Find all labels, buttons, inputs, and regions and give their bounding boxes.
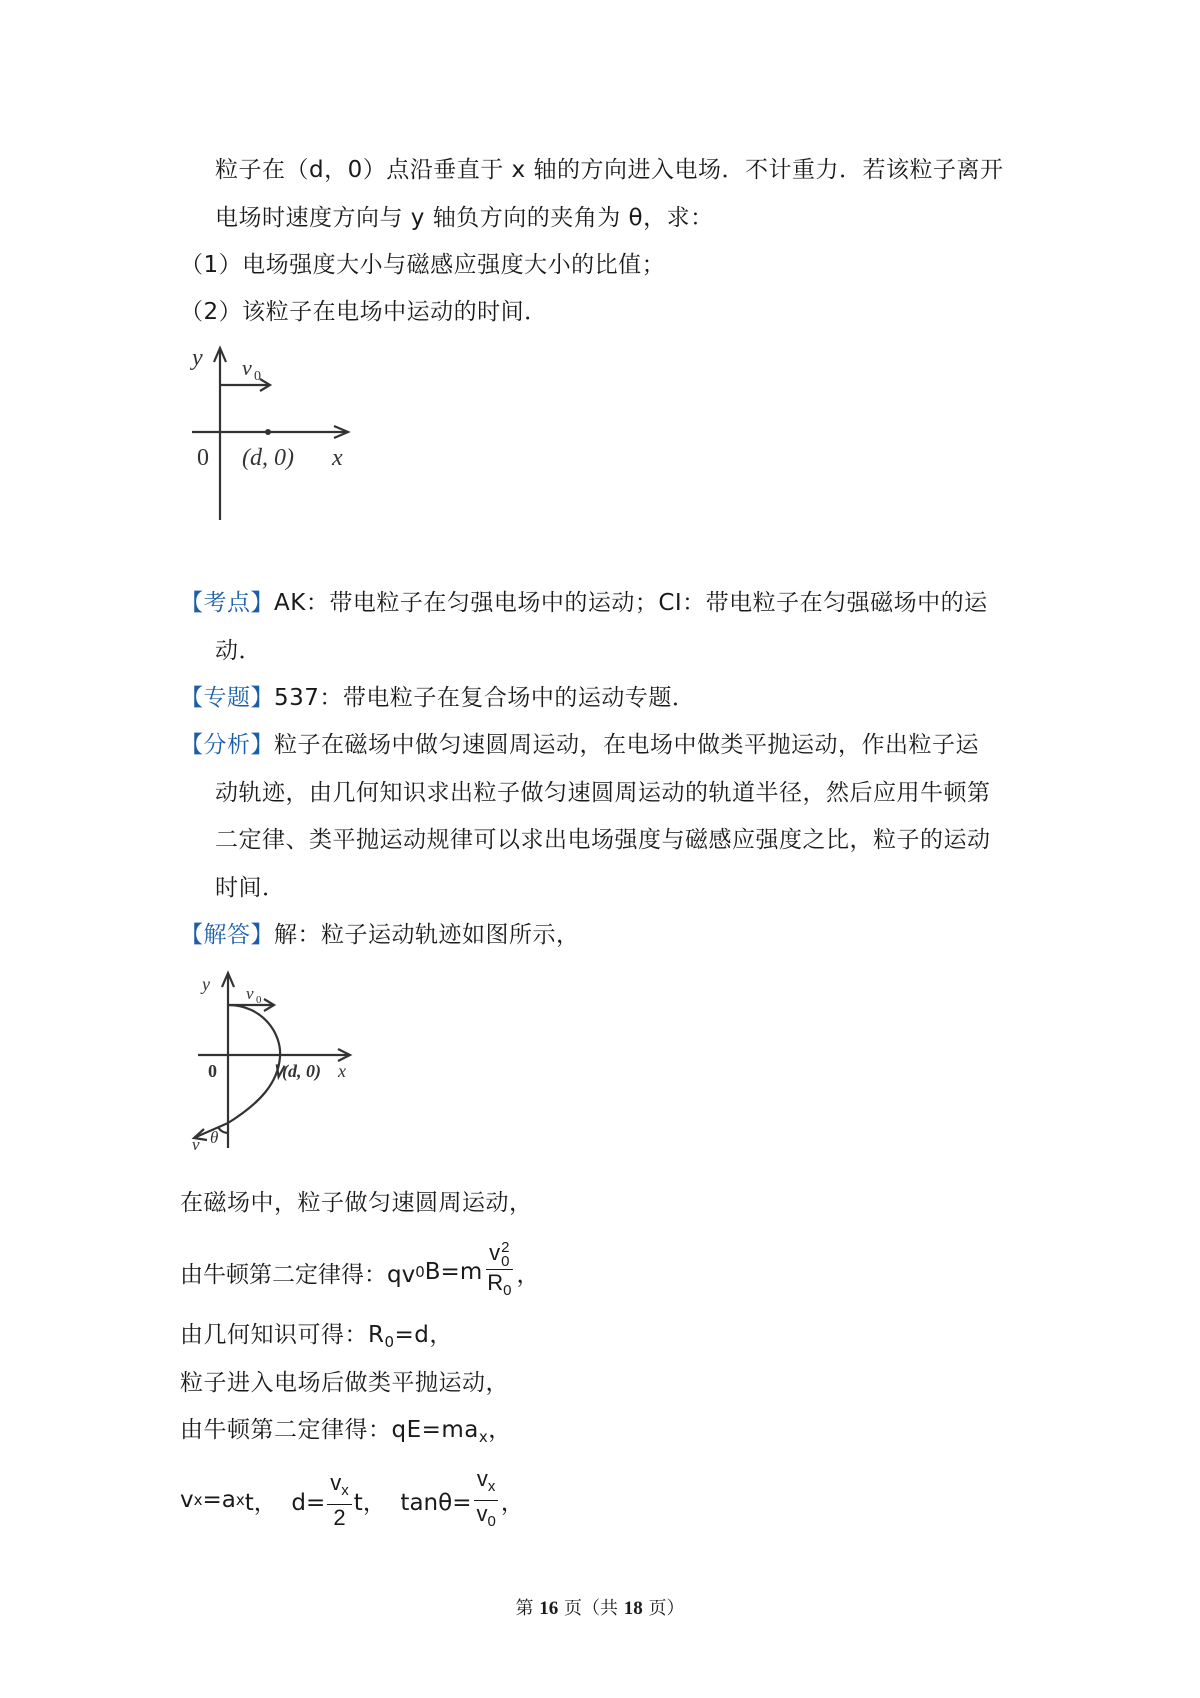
y-axis-label-2: y: [202, 974, 210, 994]
kaodian-text: AK：带电粒子在匀强电场中的运动；CI：带电粒子在匀强磁场中的运: [274, 590, 988, 616]
s5-sub: x: [478, 1428, 489, 1446]
fenxi-line-2: 动轨迹，由几何知识求出粒子做匀速圆周运动的轨道半径，然后应用牛顿第: [215, 780, 991, 806]
f2-den-v: v: [476, 1500, 488, 1526]
figure-trajectory: [180, 965, 380, 1155]
f1-num: [327, 1470, 352, 1505]
point-label: (d, 0): [242, 445, 294, 471]
s5-end: ，: [488, 1417, 512, 1443]
s6-t2: t， tanθ=: [353, 1489, 472, 1516]
fenxi-tag: 【分析】: [180, 732, 274, 758]
kaodian-line: [180, 588, 988, 618]
s2-prefix: 由牛顿第二定律得：qv: [180, 1261, 416, 1288]
fraction-v0sq-over-r0: [484, 1240, 514, 1303]
page-footer: [0, 1594, 1200, 1620]
fenxi-line-1: [180, 730, 979, 760]
zhuanti-line: [180, 683, 695, 713]
jieda-line: [180, 920, 580, 950]
frac-denominator: [484, 1270, 514, 1304]
zhuanti-tag: 【专题】: [180, 685, 274, 711]
x-axis-label-2: x: [338, 1061, 346, 1081]
jieda-tag: 【解答】: [180, 922, 274, 948]
v0-label: v: [242, 355, 252, 380]
point-label-2: (d, 0): [282, 1061, 321, 1081]
s3-sub: 0: [384, 1333, 395, 1351]
s3-end: =d，: [394, 1322, 453, 1348]
solution-line-3: [180, 1320, 453, 1357]
solution-line-1: 在磁场中，粒子做匀速圆周运动，: [180, 1190, 533, 1216]
fenxi-text-1: 粒子在磁场中做匀速圆周运动，在电场中做类平抛运动，作出粒子运: [274, 732, 979, 758]
s5-prefix: 由牛顿第二定律得：qE=ma: [180, 1417, 479, 1443]
solution-line-5: [180, 1415, 512, 1452]
num-sub: 0: [501, 1252, 510, 1270]
footer-total-pages: 18: [623, 1598, 643, 1619]
den-sub: 0: [503, 1281, 512, 1299]
f1-den: 2: [333, 1504, 346, 1530]
s6-t: t， d=: [244, 1489, 326, 1516]
jieda-text: 解：粒子运动轨迹如图所示，: [274, 922, 580, 948]
kaodian-tag: 【考点】: [180, 590, 274, 616]
s2-mid: B=m: [424, 1259, 483, 1285]
footer-page-number: 16: [539, 1598, 559, 1619]
v0-subscript-2: 0: [256, 994, 262, 1006]
s3-prefix: 由几何知识可得：R: [180, 1322, 385, 1348]
point-marker: [265, 429, 271, 435]
f1-num-sub: x: [341, 1481, 349, 1499]
f2-num-v: v: [476, 1465, 488, 1491]
footer-mid: 页（共: [558, 1598, 624, 1619]
s6-eq1: =a: [202, 1487, 236, 1513]
solution-line-2: [180, 1237, 539, 1307]
x-axis-label: x: [332, 445, 343, 471]
v0-subscript: 0: [254, 369, 261, 384]
kaodian-cont: 动．: [215, 638, 262, 664]
question-part-1: （1）电场强度大小与磁感应强度大小的比值；: [180, 252, 666, 278]
f1-num-v: v: [330, 1469, 342, 1495]
zhuanti-text: 537：带电粒子在复合场中的运动专题．: [274, 685, 696, 711]
origin-label-2: 0: [208, 1061, 217, 1081]
v-label: v: [192, 1135, 200, 1154]
f2-num: [474, 1466, 499, 1501]
origin-label: 0: [197, 445, 209, 471]
num-v: v: [489, 1240, 501, 1266]
den-r: R: [487, 1269, 504, 1295]
footer-pre: 第: [515, 1598, 540, 1619]
question-line-2: 电场时速度方向与 y 轴负方向的夹角为 θ，求：: [215, 205, 714, 231]
solution-line-4: 粒子进入电场后做类平抛运动，: [180, 1370, 509, 1396]
s6-end: ，: [500, 1489, 524, 1516]
question-line-1: 粒子在（d，0）点沿垂直于 x 轴的方向进入电场．不计重力．若该粒子离开: [215, 157, 1004, 183]
trajectory-arc: [228, 1005, 280, 1123]
s6-vsub: x: [193, 1491, 203, 1509]
solution-line-6: [180, 1465, 524, 1535]
v0-label-2: v: [246, 984, 254, 1003]
num-sup: 2: [501, 1238, 510, 1256]
s2-sub: 0: [415, 1263, 425, 1281]
s6-v: v: [180, 1487, 194, 1513]
f2-num-sub: x: [487, 1477, 496, 1495]
f2-den: [473, 1501, 498, 1535]
footer-post: 页）: [642, 1598, 685, 1619]
num-supsub: [501, 1238, 510, 1270]
s2-end: ，: [516, 1261, 540, 1288]
theta-label: θ: [210, 1128, 219, 1147]
f2-den-sub: 0: [487, 1512, 496, 1530]
fraction-vx-over-2: [327, 1470, 352, 1531]
fraction-vx-over-v0: [473, 1466, 498, 1535]
y-axis-label: y: [192, 345, 203, 371]
frac-numerator: [486, 1240, 512, 1269]
question-part-2: （2）该粒子在电场中运动的时间．: [180, 299, 548, 325]
s6-asub: x: [235, 1491, 245, 1509]
figure-axes-initial: [182, 340, 362, 525]
fenxi-line-4: 时间．: [215, 875, 286, 901]
fenxi-line-3: 二定律、类平抛运动规律可以求出电场强度与磁感应强度之比，粒子的运动: [215, 827, 991, 853]
